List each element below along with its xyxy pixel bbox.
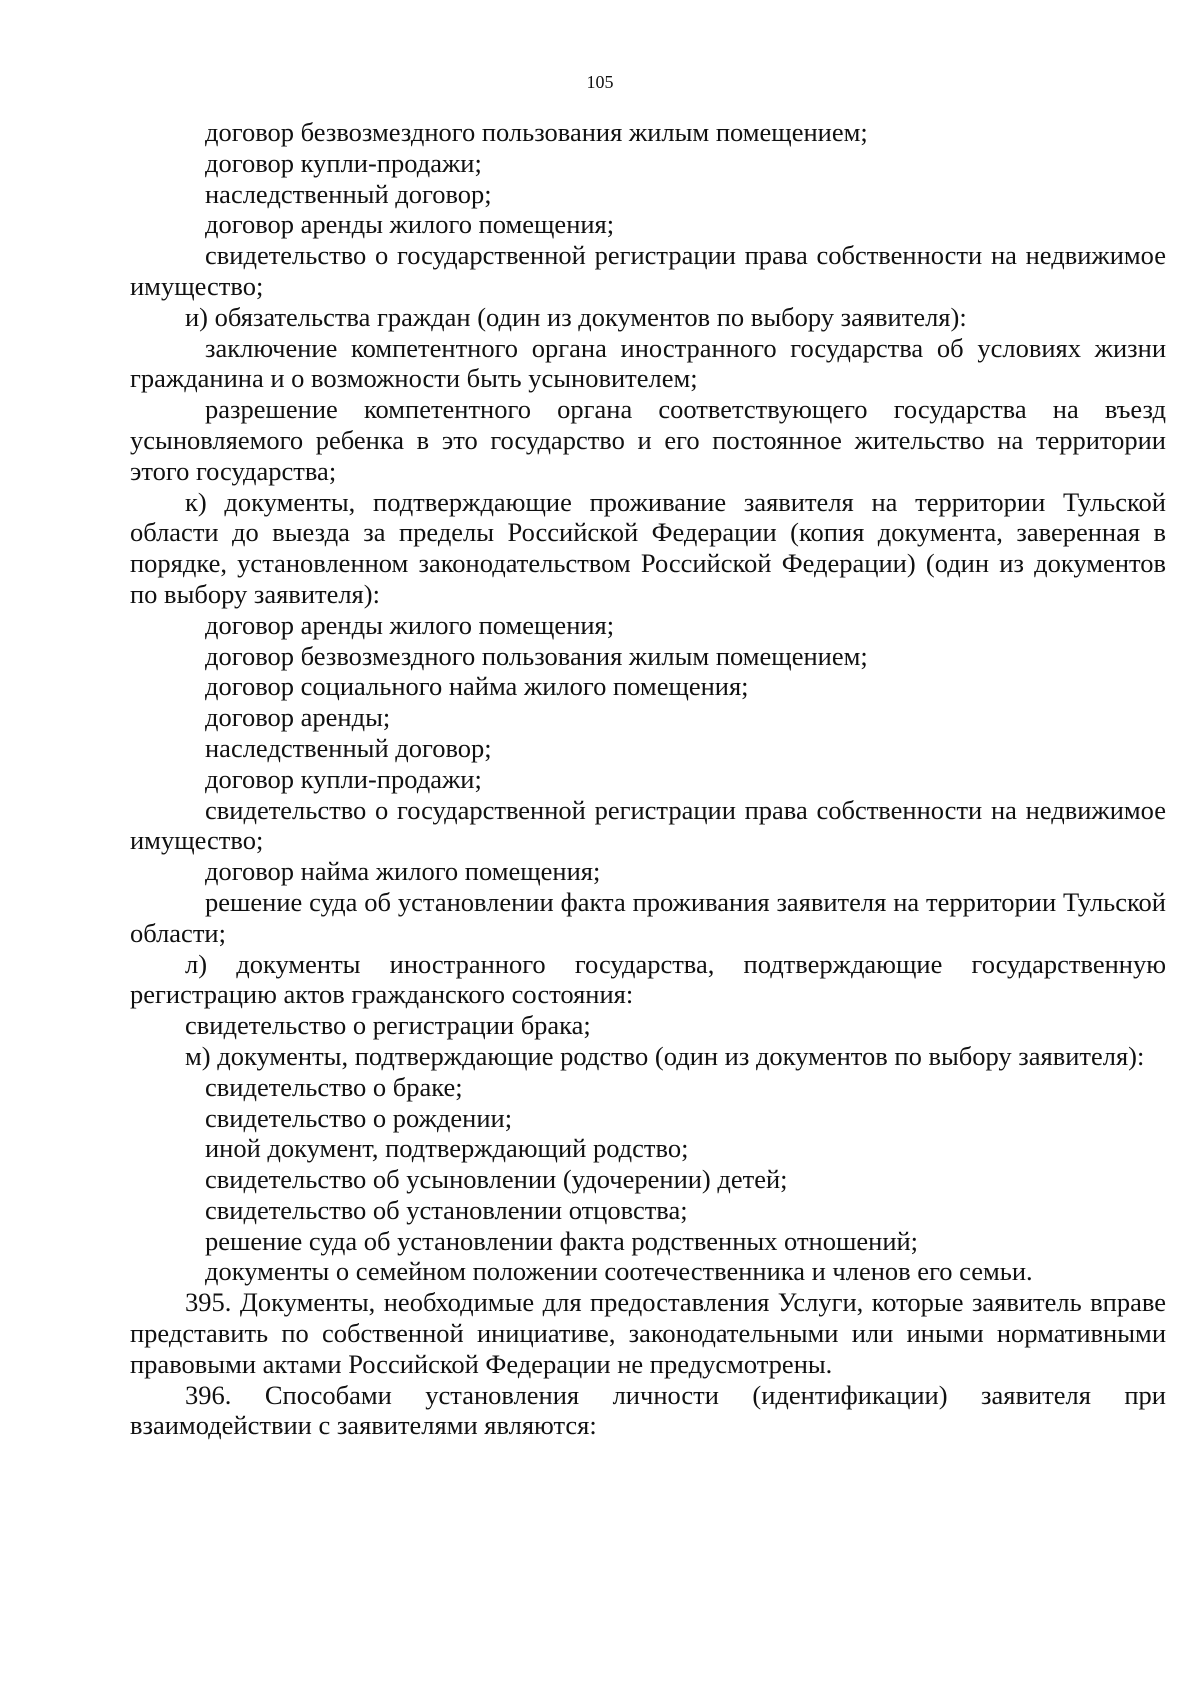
numbered-paragraph: 396. Способами установления личности (идентификации) заявителя при взаимодействии с заявителями являются: (130, 1379, 1166, 1441)
list-item: свидетельство об усыновлении (удочерении) детей; (205, 1164, 788, 1195)
list-item: документы о семейном положении соотечественника и членов его семьи. (205, 1256, 1033, 1287)
list-item: свидетельство о государственной регистрации права собственности на недвижимое имущество; (130, 240, 1166, 301)
list-item: договор купли-продажи; (205, 147, 482, 178)
list-item: решение суда об установлении факта проживания заявителя на территории Тульской области; (130, 886, 1166, 948)
list-item: договор купли-продажи; (205, 763, 482, 794)
subsection-heading: и) обязательства граждан (один из документов по выбору заявителя): (185, 301, 967, 332)
list-item: свидетельство о браке; (205, 1071, 463, 1102)
list-item: свидетельство о государственной регистрации права собственности на недвижимое имущество; (130, 794, 1166, 856)
list-item: свидетельство о рождении; (205, 1102, 513, 1133)
list-item: разрешение компетентного органа соответствующего государства на въезд усыновляемого ребенка в это государство и его постоянное жительство на территории этого государства; (130, 394, 1166, 486)
list-item: договор безвозмездного пользования жилым помещением; (205, 117, 868, 147)
list-item: решение суда об установлении факта родственных отношений; (205, 1225, 919, 1256)
list-item: договор найма жилого помещения; (205, 856, 601, 887)
list-item: наследственный договор; (205, 178, 492, 209)
list-item: свидетельство об установлении отцовства; (205, 1194, 688, 1225)
subsection-heading: к) документы, подтверждающие проживание заявителя на территории Тульской области до выезда за пределы Российской Федерации (копия документа, заверенная в порядке, установленном законодательством Российской Федерации) (один из документов по выбору заявителя): (130, 486, 1166, 609)
list-item: договор аренды жилого помещения; (205, 209, 615, 240)
numbered-paragraph: 395. Документы, необходимые для предоставления Услуги, которые заявитель вправе представить по собственной инициативе, законодательными или иными нормативными правовыми актами Российской Федерации не предусмотрены. (130, 1287, 1166, 1379)
list-item: иной документ, подтверждающий родство; (205, 1133, 689, 1164)
list-item: договор безвозмездного пользования жилым помещением; (205, 640, 868, 671)
list-item: договор аренды жилого помещения; (205, 609, 615, 640)
list-item: договор аренды; (205, 702, 391, 733)
subsection-heading: л) документы иностранного государства, подтверждающие государственную регистрацию актов гражданского состояния: (130, 948, 1166, 1010)
list-item: заключение компетентного органа иностранного государства об условиях жизни гражданина и о возможности быть усыновителем; (130, 332, 1166, 394)
list-item: наследственный договор; (205, 732, 492, 763)
subsection-heading: м) документы, подтверждающие родство (один из документов по выбору заявителя): (185, 1040, 1145, 1071)
document-body (130, 117, 1166, 1441)
list-item: договор социального найма жилого помещения; (205, 671, 749, 702)
page-number: 105 (586, 72, 614, 92)
list-item: свидетельство о регистрации брака; (185, 1010, 591, 1041)
